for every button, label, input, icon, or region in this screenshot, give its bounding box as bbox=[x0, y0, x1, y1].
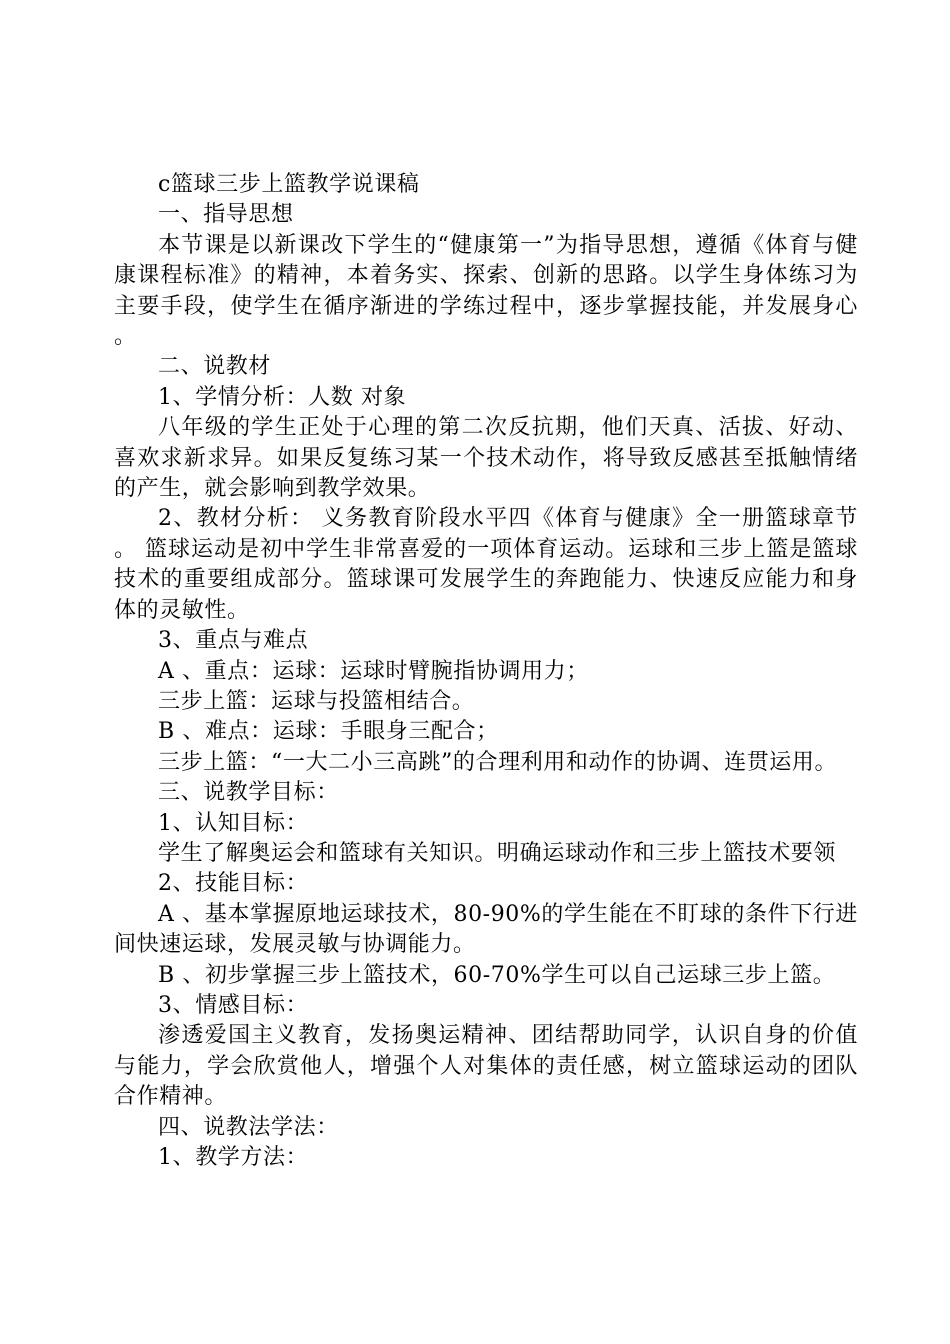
document-title: c篮球三步上篮教学说课稿 bbox=[158, 172, 420, 197]
subheading-student-analysis: 1、学情分析：人数 对象 bbox=[158, 384, 407, 410]
paragraph-skill-goal-b: B 、初步掌握三步上篮技术，60-70%学生可以自己运球三步上篮。 bbox=[158, 962, 836, 988]
paragraph-difficulty-layup: 三步上篮：“一大二小三高跳”的合理利用和动作的协调、连贯运用。 bbox=[158, 749, 838, 775]
subheading-emotional-goal: 3、情感目标： bbox=[158, 992, 309, 1018]
paragraph-student-analysis: 八年级的学生正处于心理的第二次反抗期，他们天真、活拔、好动、喜欢求新求异。如果反复练习某一个技术动作，将导致反感甚至抵触情绪的产生，就会影响到教学效果。 bbox=[114, 415, 858, 502]
paragraph-key-point-layup: 三步上篮：运球与投篮相结合。 bbox=[158, 688, 475, 714]
paragraph-emotional-goal: 渗透爱国主义教育，发扬奥运精神、团结帮助同学，认识自身的价值与能力，学会欣赏他人，增强个人对集体的责任感，树立篮球运动的团队合作精神。 bbox=[114, 1023, 858, 1110]
section-heading-teaching-methods: 四、说教法学法： bbox=[158, 1114, 339, 1140]
paragraph-difficulty-b: B 、难点：运球：手眼身三配合； bbox=[158, 719, 499, 745]
paragraph-material-analysis: 2、教材分析： 义务教育阶段水平四《体育与健康》全一册篮球章节。 篮球运动是初中学生非常喜爱的一项体育运动。运球和三步上篮是篮球技术的重要组成部分。篮球课可发展学生的奔跑能力、快速反应能力和身体的灵敏性。 bbox=[114, 506, 858, 623]
paragraph-cognitive-goal: 学生了解奥运会和篮球有关知识。明确运球动作和三步上篮技术要领 bbox=[158, 840, 837, 866]
section-heading-teaching-material: 二、说教材 bbox=[158, 354, 272, 380]
subheading-teaching-method: 1、教学方法： bbox=[158, 1145, 309, 1170]
paragraph-skill-goal-a: A 、基本掌握原地运球技术，80-90%的学生能在不盯球的条件下行进间快速运球，发展灵敏与协调能力。 bbox=[114, 901, 858, 958]
subheading-key-points: 3、重点与难点 bbox=[158, 628, 309, 654]
subheading-cognitive-goal: 1、认知目标： bbox=[158, 810, 309, 836]
paragraph-key-point-a: A 、重点：运球：运球时臂腕指协调用力； bbox=[158, 658, 589, 684]
paragraph-guiding-ideology: 本节课是以新课改下学生的“健康第一”为指导思想，遵循《体育与健康课程标准》的精神，本着务实、探索、创新的思路。以学生身体练习为主要手段，使学生在循序渐进的学练过程中，逐步掌握技能，并发展身心。 bbox=[114, 232, 858, 350]
section-heading-teaching-goals: 三、说教学目标： bbox=[158, 780, 339, 806]
section-heading-guiding-ideology: 一、指导思想 bbox=[158, 202, 294, 228]
document-body bbox=[114, 170, 858, 1173]
subheading-skill-goal: 2、技能目标： bbox=[158, 871, 309, 897]
